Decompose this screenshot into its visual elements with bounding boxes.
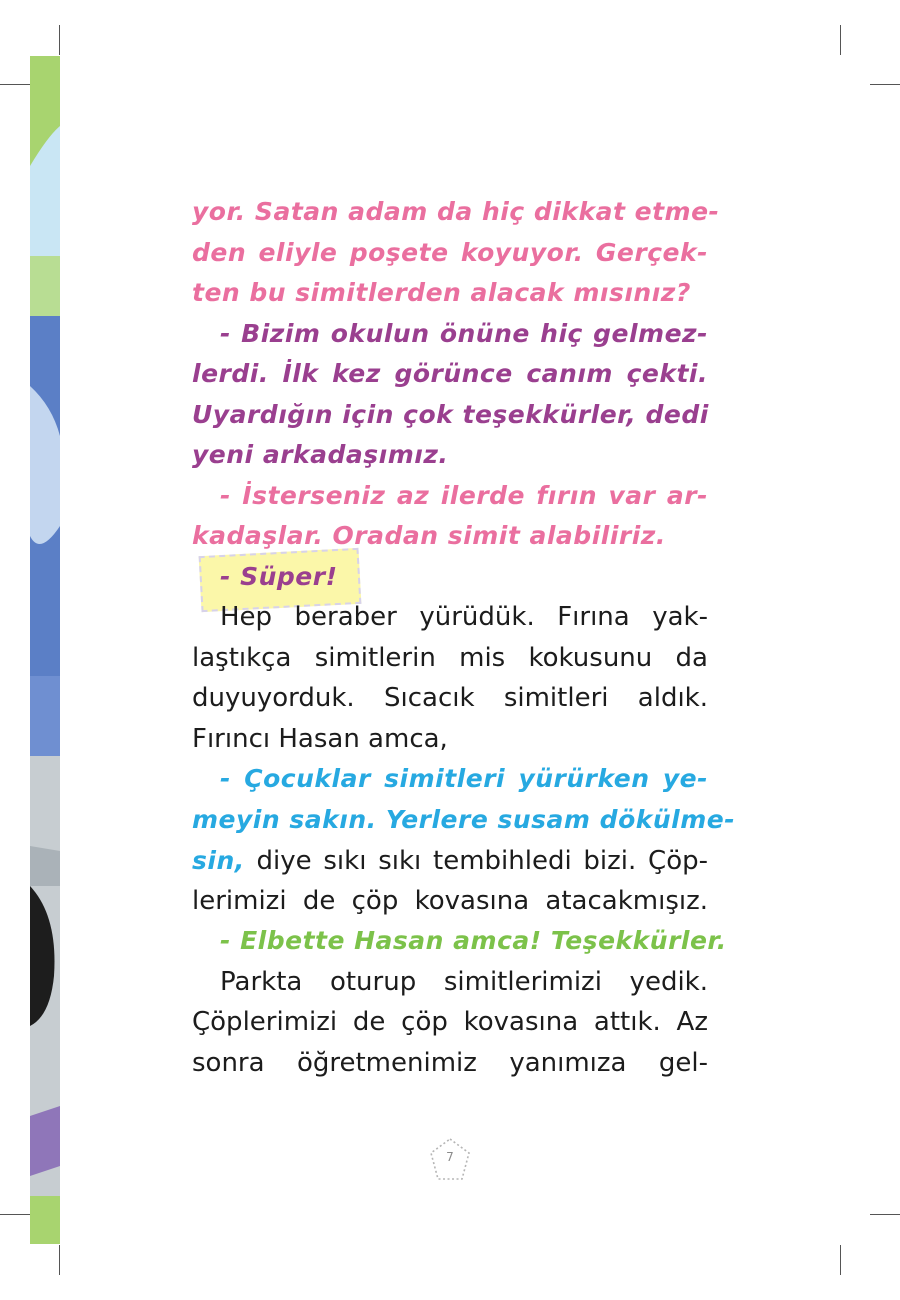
illustration-strip	[30, 56, 60, 1244]
text-line: lerdi. İlk kez görünce canım çekti.	[192, 359, 708, 388]
text-line: - Bizim okulun önüne hiç gelmez-	[220, 318, 708, 348]
page-number: 7	[446, 1150, 454, 1164]
text-line: Çöplerimizi de çöp kovasına attık. Az	[192, 1007, 708, 1037]
text-line: Uyardığın için çok teşekkürler, dedi	[192, 399, 709, 429]
text-line: Fırıncı Hasan amca,	[192, 723, 448, 754]
text-line: - Elbette Hasan amca! Teşekkürler.	[220, 926, 727, 955]
text-line: lerimizi de çöp kovasına atacakmışız.	[192, 885, 708, 916]
narration-fragment: diye sıkı sıkı tembihledi bizi. Çöp-	[244, 846, 708, 876]
text-line: - Süper!	[220, 561, 338, 591]
story-text	[192, 192, 736, 1083]
crop-mark	[870, 84, 900, 85]
text-line: yeni arkadaşımız.	[192, 440, 449, 469]
crop-mark	[840, 1245, 841, 1275]
crop-mark	[0, 84, 30, 85]
text-line: - İsterseniz az ilerde fırın var ar-	[220, 480, 708, 510]
text-line: - Çocuklar simitleri yürürken ye-	[220, 764, 708, 793]
speech-fragment: sin,	[192, 846, 245, 875]
text-line	[192, 840, 708, 881]
text-line: meyin sakın. Yerlere susam dökülme-	[192, 804, 736, 834]
text-line: ten bu simitlerden alacak mısınız?	[192, 278, 691, 307]
crop-mark	[0, 1214, 30, 1215]
text-line: laştıkça simitlerin mis kokusunu da	[192, 642, 708, 673]
text-line: yor. Satan adam da hiç dikkat etme-	[192, 197, 720, 226]
text-line: Parkta oturup simitlerimizi yedik.	[220, 966, 708, 997]
text-line: Hep beraber yürüdük. Fırına yak-	[220, 602, 708, 632]
text-line: den eliyle poşete koyuyor. Gerçek-	[192, 237, 708, 267]
text-line: sonra öğretmenimiz yanımıza gel-	[192, 1047, 708, 1078]
text-line: kadaşlar. Oradan simit alabiliriz.	[192, 521, 666, 550]
crop-mark	[840, 25, 841, 55]
crop-mark	[59, 1245, 60, 1275]
crop-mark	[59, 25, 60, 55]
crop-mark	[870, 1214, 900, 1215]
text-line: duyuyorduk. Sıcacık simitleri aldık.	[192, 683, 708, 713]
